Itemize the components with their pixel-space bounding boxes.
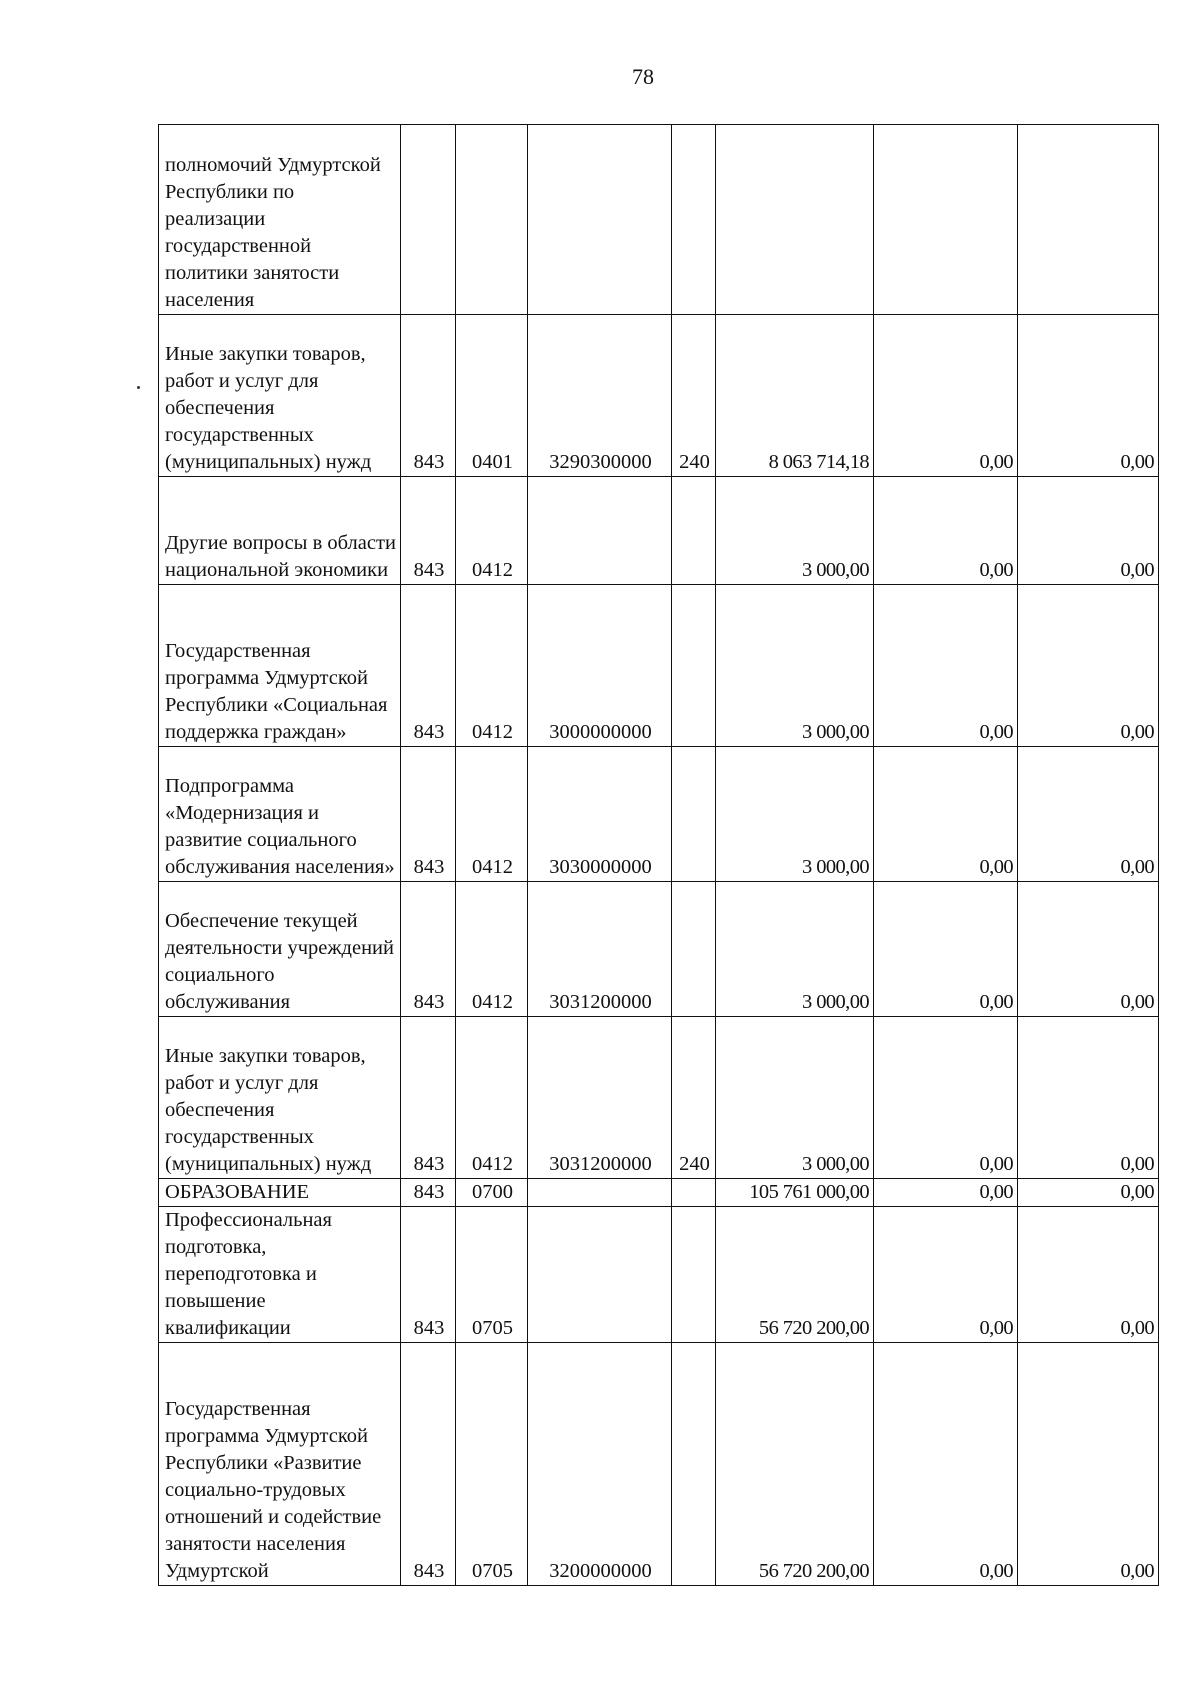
expense-type-code <box>672 1343 716 1586</box>
amount-3: 0,00 <box>1018 1207 1159 1343</box>
amount-3: 0,00 <box>1018 1343 1159 1586</box>
row-name: Государственная программа Удмуртской Республики «Социальная поддержка граждан» <box>159 585 401 747</box>
expense-type-code <box>672 882 716 1017</box>
amount-2 <box>874 125 1018 315</box>
budget-table <box>158 124 1159 1586</box>
amount-1: 3 000,00 <box>716 882 874 1017</box>
section-code: 0412 <box>456 477 528 585</box>
table-row <box>159 585 1159 747</box>
target-code <box>528 1207 672 1343</box>
table-row <box>159 315 1159 477</box>
page-number: 78 <box>632 64 654 89</box>
target-code: 3030000000 <box>528 747 672 882</box>
amount-3 <box>1018 125 1159 315</box>
glava-code: 843 <box>401 1017 456 1179</box>
amount-3: 0,00 <box>1018 585 1159 747</box>
section-code: 0401 <box>456 315 528 477</box>
glava-code: 843 <box>401 1343 456 1586</box>
target-code: 3031200000 <box>528 882 672 1017</box>
amount-3: 0,00 <box>1018 315 1159 477</box>
amount-2: 0,00 <box>874 477 1018 585</box>
budget-table-body <box>159 125 1159 1586</box>
row-name: Иные закупки товаров, работ и услуг для обеспечения государственных (муниципальных) нужд <box>159 315 401 477</box>
row-name: полномочий Удмуртской Республики по реализации государственной политики занятости населения <box>159 125 401 315</box>
table-row <box>159 747 1159 882</box>
amount-1: 105 761 000,00 <box>716 1179 874 1207</box>
expense-type-code <box>672 747 716 882</box>
target-code <box>528 1179 672 1207</box>
section-code <box>456 125 528 315</box>
expense-type-code <box>672 125 716 315</box>
target-code: 3200000000 <box>528 1343 672 1586</box>
amount-2: 0,00 <box>874 1207 1018 1343</box>
amount-1: 56 720 200,00 <box>716 1207 874 1343</box>
target-code: 3000000000 <box>528 585 672 747</box>
row-name: Государственная программа Удмуртской Республики «Развитие социально-трудовых отношений и содействие занятости населения Удмуртской <box>159 1343 401 1586</box>
amount-3: 0,00 <box>1018 747 1159 882</box>
table-row <box>159 125 1159 315</box>
amount-1 <box>716 125 874 315</box>
amount-1: 8 063 714,18 <box>716 315 874 477</box>
amount-1: 3 000,00 <box>716 585 874 747</box>
section-code: 0412 <box>456 585 528 747</box>
row-name: Подпрограмма «Модернизация и развитие социального обслуживания населения» <box>159 747 401 882</box>
amount-2: 0,00 <box>874 747 1018 882</box>
expense-type-code: 240 <box>672 315 716 477</box>
target-code <box>528 125 672 315</box>
glava-code: 843 <box>401 1179 456 1207</box>
table-row <box>159 1179 1159 1207</box>
section-code: 0412 <box>456 1017 528 1179</box>
glava-code: 843 <box>401 477 456 585</box>
amount-2: 0,00 <box>874 585 1018 747</box>
row-name: Другие вопросы в области национальной экономики <box>159 477 401 585</box>
target-code: 3031200000 <box>528 1017 672 1179</box>
section-code: 0705 <box>456 1343 528 1586</box>
target-code <box>528 477 672 585</box>
table-row <box>159 477 1159 585</box>
amount-2: 0,00 <box>874 1343 1018 1586</box>
expense-type-code <box>672 1179 716 1207</box>
glava-code: 843 <box>401 315 456 477</box>
glava-code <box>401 125 456 315</box>
glava-code: 843 <box>401 882 456 1017</box>
expense-type-code <box>672 1207 716 1343</box>
amount-3: 0,00 <box>1018 1179 1159 1207</box>
amount-1: 56 720 200,00 <box>716 1343 874 1586</box>
amount-3: 0,00 <box>1018 477 1159 585</box>
stray-mark <box>137 386 140 389</box>
glava-code: 843 <box>401 585 456 747</box>
amount-1: 3 000,00 <box>716 747 874 882</box>
row-name: Профессиональная подготовка, переподготовка и повышение квалификации <box>159 1207 401 1343</box>
amount-2: 0,00 <box>874 882 1018 1017</box>
amount-2: 0,00 <box>874 315 1018 477</box>
glava-code: 843 <box>401 747 456 882</box>
section-code: 0412 <box>456 747 528 882</box>
section-code: 0700 <box>456 1179 528 1207</box>
section-code: 0412 <box>456 882 528 1017</box>
row-name: Обеспечение текущей деятельности учреждений социального обслуживания <box>159 882 401 1017</box>
glava-code: 843 <box>401 1207 456 1343</box>
table-row <box>159 1207 1159 1343</box>
row-name: ОБРАЗОВАНИЕ <box>159 1179 401 1207</box>
table-row <box>159 882 1159 1017</box>
amount-1: 3 000,00 <box>716 1017 874 1179</box>
expense-type-code <box>672 477 716 585</box>
amount-3: 0,00 <box>1018 1017 1159 1179</box>
amount-1: 3 000,00 <box>716 477 874 585</box>
amount-2: 0,00 <box>874 1179 1018 1207</box>
table-row <box>159 1343 1159 1586</box>
row-name: Иные закупки товаров, работ и услуг для обеспечения государственных (муниципальных) нужд <box>159 1017 401 1179</box>
table-row <box>159 1017 1159 1179</box>
expense-type-code <box>672 585 716 747</box>
amount-2: 0,00 <box>874 1017 1018 1179</box>
section-code: 0705 <box>456 1207 528 1343</box>
target-code: 3290300000 <box>528 315 672 477</box>
amount-3: 0,00 <box>1018 882 1159 1017</box>
expense-type-code: 240 <box>672 1017 716 1179</box>
